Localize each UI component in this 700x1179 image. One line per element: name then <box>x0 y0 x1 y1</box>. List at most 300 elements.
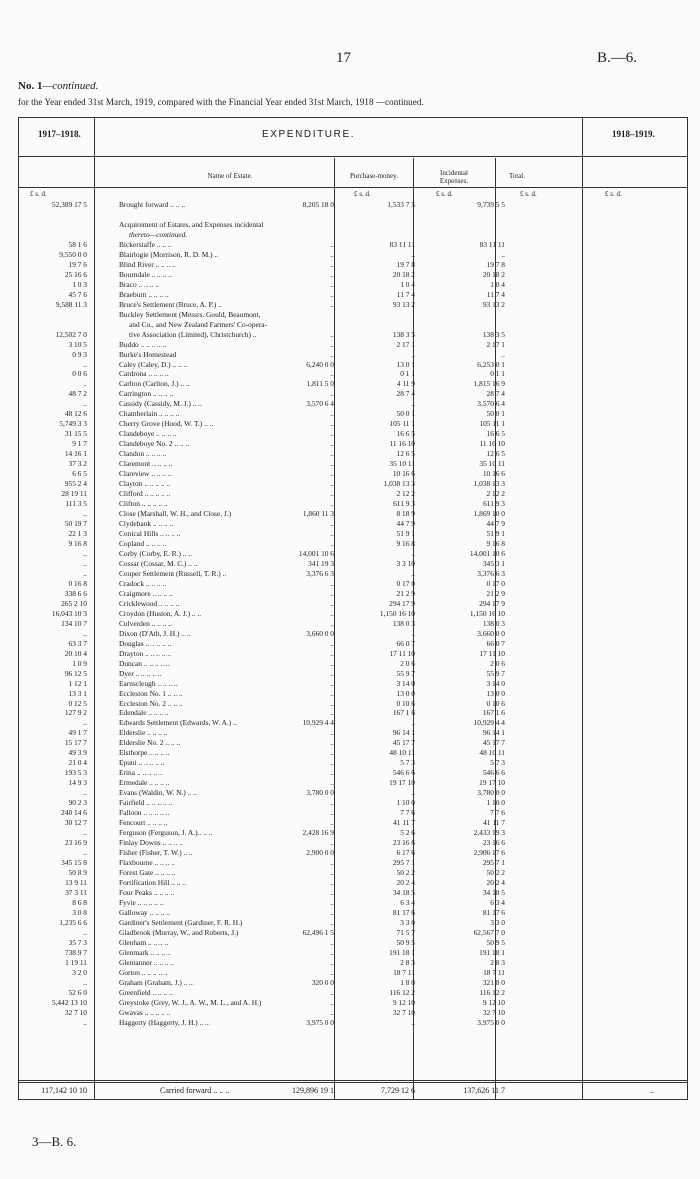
table-row <box>0 270 700 280</box>
table-row <box>0 619 700 629</box>
total-amount: 20 18 2 <box>482 269 505 279</box>
incidental-expenses-amount: 5 2 6 <box>400 828 415 838</box>
table-row <box>0 878 700 888</box>
table-row <box>0 409 700 419</box>
incidental-expenses-amount: 50 0 1 <box>396 409 415 419</box>
purchase-money-amount: .. <box>330 808 334 818</box>
purchase-money-amount: .. <box>330 598 334 608</box>
purchase-money-amount: .. <box>330 638 334 648</box>
table-row <box>0 998 700 1008</box>
previous-year-amount: 14 16 1 <box>64 449 87 459</box>
table-row <box>0 589 700 599</box>
table-row <box>0 1018 700 1028</box>
estate-name: Cradock .. .. .. .. <box>119 578 167 588</box>
purchase-money-amount: .. <box>330 469 334 479</box>
incidental-expenses-amount: .. <box>411 249 415 259</box>
total-amount: 10 16 6 <box>482 469 505 479</box>
incidental-expenses-amount: .. <box>411 568 415 578</box>
estate-name: Fairfield .. .. .. .. .. <box>119 798 173 808</box>
purchase-money-amount: .. <box>330 459 334 469</box>
incidental-expenses-amount: 32 7 10 <box>392 1007 415 1017</box>
table-row <box>0 569 700 579</box>
total-amount: 3,570 6 4 <box>477 399 505 409</box>
purchase-money-amount: .. <box>330 798 334 808</box>
table-row <box>0 369 700 379</box>
incidental-header-line1: Incidental <box>440 169 468 177</box>
purchase-money-amount: .. <box>330 997 334 1007</box>
total-amount: 5 7 3 <box>490 758 505 768</box>
table-row <box>0 260 700 270</box>
total-amount: 23 16 6 <box>482 838 505 848</box>
incidental-expenses-amount: .. <box>411 718 415 728</box>
purchase-money-amount: .. <box>330 259 334 269</box>
incidental-expenses-amount: 1,038 13 3 <box>383 479 415 489</box>
estate-name: Clydebank .. .. .. .. <box>119 519 174 529</box>
table-row <box>0 579 700 589</box>
previous-year-amount: 14 9 3 <box>68 778 87 788</box>
total-amount: 191 18 1 <box>479 947 505 957</box>
total-amount: 2,906 17 6 <box>473 848 505 858</box>
table-row <box>0 449 700 459</box>
estate-name: Four Peaks .. .. .. .. <box>119 887 175 897</box>
table-number <box>18 80 98 92</box>
total-amount: 0 10 6 <box>486 698 505 708</box>
previous-year-amount: .. <box>83 1017 87 1027</box>
previous-year-amount: 9,588 11 3 <box>55 299 87 309</box>
table-row <box>0 479 700 489</box>
table-row <box>0 529 700 539</box>
table-row <box>0 928 700 938</box>
previous-year-amount: 1 19 11 <box>65 957 87 967</box>
previous-year-amount: .. <box>83 828 87 838</box>
purchase-money-amount: .. <box>330 818 334 828</box>
total-amount: 3 3 0 <box>490 917 505 927</box>
previous-year-amount: 48 12 6 <box>64 409 87 419</box>
previous-year-amount: 96 12 5 <box>64 668 87 678</box>
estate-name: Craigmore .. .. .. .. <box>119 588 173 598</box>
estate-name: Clandeboye No. 2 .. .. .. <box>119 439 190 449</box>
previous-year-amount: .. <box>83 927 87 937</box>
incidental-header-line2: Expenses. <box>439 177 469 185</box>
expenditure-header: EXPENDITURE. <box>262 129 356 140</box>
incidental-expenses-amount: 1 8 0 <box>400 977 415 987</box>
previous-year-amount: 45 7 6 <box>68 289 87 299</box>
table-row <box>0 320 700 330</box>
estate-name: Close (Marshall, W. H., and Close, J.) <box>119 509 232 519</box>
table-row <box>0 459 700 469</box>
total-amount: 19 7 8 <box>486 259 505 269</box>
incidental-expenses-amount: 16 6 5 <box>396 429 415 439</box>
table-row <box>0 788 700 798</box>
incidental-expenses-amount: 0 1 1 <box>400 369 415 379</box>
incidental-expenses-amount: 20 18 2 <box>392 269 415 279</box>
purchase-money-amount: .. <box>330 608 334 618</box>
previous-year-amount: 90 2 3 <box>68 798 87 808</box>
total-amount: 2,433 19 3 <box>473 828 505 838</box>
total-amount: 116 12 2 <box>479 987 505 997</box>
signature-mark: 3—B. 6. <box>32 1134 77 1149</box>
previous-year-amount: 8 6 8 <box>72 897 87 907</box>
purchase-money-amount: .. <box>330 419 334 429</box>
incidental-expenses-amount: 50 9 5 <box>396 937 415 947</box>
incidental-expenses-amount: .. <box>411 349 415 359</box>
incidental-expenses-amount: 116 12 2 <box>389 987 415 997</box>
estate-name: Burke's Homestead <box>119 349 177 359</box>
purchase-money-amount: .. <box>330 449 334 459</box>
purchase-money-amount: 3,660 0 0 <box>306 628 334 638</box>
purchase-money-amount: .. <box>330 668 334 678</box>
incidental-expenses-amount: 18 7 11 <box>393 967 415 977</box>
estate-name: tive Association (Limited), Christchurch) .. <box>129 329 257 339</box>
estate-name: Gladbrook (Murray, W., and Roberts, J.) <box>119 927 239 937</box>
total-amount: 7 7 6 <box>490 808 505 818</box>
incidental-expenses-amount: 12 6 5 <box>396 449 415 459</box>
total-amount: 32 7 10 <box>482 1007 505 1017</box>
incidental-expenses-amount: 66 0 7 <box>396 638 415 648</box>
year-header-right: 1918–1919. <box>612 129 655 139</box>
previous-year-amount: 49 3 9 <box>68 748 87 758</box>
previous-year-amount: 5,442 13 10 <box>51 997 87 1007</box>
previous-year-amount: 0 0 6 <box>72 369 87 379</box>
purchase-money-amount: .. <box>330 439 334 449</box>
purchase-money-amount: .. <box>330 967 334 977</box>
estate-name: Evans (Waldin, W. N.) .. .. <box>119 788 197 798</box>
incidental-expenses-amount: 2 12 2 <box>396 489 415 499</box>
estate-name: Flaxbourne .. .. .. .. <box>119 858 175 868</box>
previous-year-amount: 25 16 6 <box>64 269 87 279</box>
previous-year-amount: 738 9 7 <box>64 947 87 957</box>
name-of-estate-header: Name of Estate. <box>207 172 253 180</box>
incidental-expenses-amount: 0 10 6 <box>396 698 415 708</box>
purchase-money-amount: .. <box>330 389 334 399</box>
table-row <box>0 988 700 998</box>
estate-name: Edwards Settlement (Edwards, W. A.) .. <box>119 718 237 728</box>
estate-name: Fencourt .. .. .. .. <box>119 818 168 828</box>
table-row <box>0 399 700 409</box>
total-header: Total. <box>508 172 526 180</box>
estate-name: Duncan .. .. .. .. .. <box>119 658 170 668</box>
incidental-expenses-amount: 6 17 6 <box>396 848 415 858</box>
table-row <box>0 669 700 679</box>
purchase-money-amount: .. <box>330 688 334 698</box>
previous-year-amount: 20 10 4 <box>64 648 87 658</box>
previous-year-amount: 345 15 8 <box>61 858 87 868</box>
table-row <box>0 948 700 958</box>
total-amount: 3 14 0 <box>486 678 505 688</box>
incidental-expenses-amount: 105 11 1 <box>389 419 415 429</box>
total-amount: 167 1 6 <box>482 708 505 718</box>
estate-name: Finlay Downs .. .. .. .. <box>119 838 183 848</box>
estate-name: Eccleston No. 2 .. .. .. <box>119 698 183 708</box>
estate-name: Brought forward .. .. .. <box>119 200 186 209</box>
previous-year-amount: 5,749 3 3 <box>59 419 87 429</box>
table-row <box>0 200 700 210</box>
incidental-expenses-amount: 138 3 5 <box>392 329 415 339</box>
estate-name: Drayton .. .. .. .. .. <box>119 648 171 658</box>
estate-name: Clifford .. .. .. .. .. <box>119 489 171 499</box>
purchase-money-amount: 2,428 16 9 <box>302 828 334 838</box>
purchase-money-amount: 3,376 6 3 <box>306 568 334 578</box>
incidental-expenses-amount: 138 0 3 <box>392 618 415 628</box>
previous-year-amount: 31 15 5 <box>64 429 87 439</box>
estate-name: Clareview .. .. .. .. <box>119 469 172 479</box>
previous-year-amount: 37 3 2 <box>68 459 87 469</box>
estate-name: Acquirement of Estates, and Expenses incidental <box>119 219 264 229</box>
purchase-money-amount: .. <box>330 648 334 658</box>
incidental-expenses-amount: 48 10 11 <box>389 748 415 758</box>
incidental-expenses-amount: 9 12 10 <box>392 997 415 1007</box>
total-amount: 3,975 0 0 <box>477 1017 505 1027</box>
table-subtitle: for the Year ended 31st March, 1919, compared with the Financial Year ended 31st March, 1918 —continued. <box>18 97 424 107</box>
purchase-money-amount: .. <box>330 897 334 907</box>
estate-name: Elderslie .. .. .. .. <box>119 728 168 738</box>
purchase-money-amount: .. <box>330 758 334 768</box>
previous-year-amount: .. <box>83 359 87 369</box>
lsd-header-incidental: £ s. d. <box>436 190 453 198</box>
previous-year-amount: .. <box>83 628 87 638</box>
estate-name: Fyvie .. .. .. .. .. <box>119 897 164 907</box>
incidental-expenses-amount: 2 8 3 <box>400 957 415 967</box>
table-row <box>0 559 700 569</box>
total-amount: 6,253 0 1 <box>477 359 505 369</box>
incidental-expenses-amount: 2 17 1 <box>396 339 415 349</box>
estate-name: Glenham .. .. .. .. <box>119 937 169 947</box>
purchase-money-amount: .. <box>330 987 334 997</box>
estate-name: thereto—continued. <box>129 229 188 239</box>
previous-year-amount: 23 16 9 <box>64 838 87 848</box>
incidental-expenses-amount: 50 2 2 <box>396 867 415 877</box>
table-row <box>0 389 700 399</box>
total-amount: 2 0 6 <box>490 658 505 668</box>
previous-year-amount: 58 1 6 <box>68 239 87 249</box>
table-row <box>0 888 700 898</box>
previous-year-amount: 52 6 0 <box>68 987 87 997</box>
table-row <box>0 898 700 908</box>
table-row <box>0 868 700 878</box>
total-amount: 66 0 7 <box>486 638 505 648</box>
estate-name: Ferguson (Ferguson, J. A.).. .. .. <box>119 828 213 838</box>
table-row <box>0 499 700 509</box>
previous-year-amount: .. <box>83 509 87 519</box>
purchase-money-amount: .. <box>330 678 334 688</box>
incidental-expenses-amount: 19 17 10 <box>389 778 415 788</box>
previous-year-amount: 3 2 0 <box>72 967 87 977</box>
previous-year-amount: 9 1 7 <box>72 439 87 449</box>
estate-name: Clandeboye .. .. .. .. <box>119 429 177 439</box>
purchase-money-amount: .. <box>330 768 334 778</box>
previous-year-amount: 9,550 0 0 <box>59 249 87 259</box>
previous-year-amount: .. <box>83 788 87 798</box>
table-row <box>0 758 700 768</box>
incidental-expenses-amount: 17 11 10 <box>389 648 415 658</box>
table-row <box>0 838 700 848</box>
incidental-expenses-amount: 35 10 11 <box>389 459 415 469</box>
purchase-money-amount: .. <box>330 867 334 877</box>
header-rule <box>18 156 688 157</box>
footer-prev-total: 117,142 10 10 <box>41 1086 87 1095</box>
previous-year-amount: 0 12 5 <box>68 698 87 708</box>
table-row <box>0 330 700 340</box>
estate-name: Caley (Caley, D.) .. .. .. <box>119 359 188 369</box>
purchase-money-amount: .. <box>330 708 334 718</box>
total-amount: 138 3 5 <box>482 329 505 339</box>
purchase-money-amount: .. <box>330 239 334 249</box>
previous-year-amount: 52,389 17 5 <box>51 200 87 209</box>
table-row <box>0 639 700 649</box>
purchase-money-amount: .. <box>330 658 334 668</box>
incidental-expenses-amount: 295 7 1 <box>392 858 415 868</box>
estate-name: Graham (Graham, J.) .. .. <box>119 977 193 987</box>
table-row <box>0 918 700 928</box>
incidental-expenses-amount: 611 9 3 <box>393 499 415 509</box>
estate-name: Clayton .. .. .. .. .. <box>119 479 171 489</box>
table-row <box>0 798 700 808</box>
previous-year-amount: .. <box>83 718 87 728</box>
purchase-money-amount: .. <box>330 917 334 927</box>
incidental-expenses-amount: 2 0 6 <box>400 658 415 668</box>
incidental-expenses-amount: 96 14 1 <box>392 728 415 738</box>
purchase-money-amount: 3,975 0 0 <box>306 1017 334 1027</box>
previous-year-amount: 6 6 5 <box>72 469 87 479</box>
purchase-money-amount: .. <box>330 728 334 738</box>
previous-year-amount: 22 1 3 <box>68 529 87 538</box>
estate-name: Cossar (Cossar, M. C.) .. .. <box>119 558 198 568</box>
estate-name: Blairlogie (Morrison, R. D. M.) .. <box>119 249 219 259</box>
table-row <box>0 679 700 689</box>
incidental-expenses-amount: 21 2 9 <box>396 588 415 598</box>
purchase-money-amount: .. <box>330 937 334 947</box>
incidental-expenses-amount: 546 6 6 <box>392 768 415 778</box>
estate-name: Gorton .. .. .. .. .. <box>119 967 168 977</box>
footer-label: Carried forward .. .. .. <box>160 1086 230 1095</box>
purchase-money-amount: .. <box>330 349 334 359</box>
previous-year-amount: .. <box>83 848 87 858</box>
incidental-expenses-amount: 294 17 9 <box>389 598 415 608</box>
table-row <box>0 220 700 230</box>
total-amount: 138 0 3 <box>482 618 505 628</box>
incidental-expenses-amount: .. <box>411 548 415 558</box>
table-row <box>0 938 700 948</box>
estate-name: Copland .. .. .. .. <box>119 538 167 548</box>
estate-name: Cassidy (Cassidy, M. J.) .. .. <box>119 399 202 409</box>
total-amount: 19 17 10 <box>479 778 505 788</box>
year-header-left: 1917–1918. <box>38 129 81 139</box>
total-amount: 13 0 0 <box>486 688 505 698</box>
purchase-money-amount: .. <box>330 907 334 917</box>
previous-year-amount: .. <box>83 568 87 578</box>
incidental-expenses-amount: 20 2 4 <box>396 877 415 887</box>
table-row <box>0 310 700 320</box>
previous-year-amount: 32 7 10 <box>64 1007 87 1017</box>
estate-name: Eccleston No. 1 .. .. .. <box>119 688 183 698</box>
previous-year-amount: 13 3 1 <box>68 688 87 698</box>
incidental-expenses-amount: 3 3 0 <box>400 917 415 927</box>
incidental-expenses-amount: 44 7 9 <box>396 519 415 529</box>
table-row <box>0 509 700 519</box>
total-amount: 81 17 6 <box>482 907 505 917</box>
total-amount: 0 1 1 <box>490 369 505 379</box>
previous-year-amount: 35 7 3 <box>68 937 87 947</box>
incidental-expenses-amount: 167 1 6 <box>392 708 415 718</box>
total-amount: 11 16 10 <box>479 439 505 449</box>
previous-year-amount: 338 6 6 <box>64 588 87 598</box>
total-amount: 546 6 6 <box>482 768 505 778</box>
estate-name: Dixon (D'Ath, J. H.) .. .. <box>119 628 191 638</box>
previous-year-amount: 12,502 7 0 <box>55 329 87 339</box>
estate-name: Greystoke (Grey, W. J., A. W., M. L., and A. H.) <box>119 997 262 1007</box>
total-amount: 1,815 16 9 <box>473 379 505 389</box>
estate-name: Buckley Settlement (Messrs. Gould, Beaumont, <box>119 309 261 319</box>
table-row <box>0 699 700 709</box>
table-row <box>0 858 700 868</box>
table-row <box>0 290 700 300</box>
purchase-money-amount: .. <box>330 369 334 379</box>
incidental-expenses-amount: 8 18 9 <box>396 509 415 519</box>
total-amount: 41 11 7 <box>483 818 505 828</box>
purchase-money-amount: .. <box>330 618 334 628</box>
purchase-money-amount: 1,811 5 0 <box>306 379 334 389</box>
estate-name: Ermedale .. .. .. .. <box>119 778 170 788</box>
estate-name: Gardiner's Settlement (Gardiner, F. R. H.) <box>119 917 243 927</box>
table-number-label: No. 1 <box>18 80 43 92</box>
previous-year-amount: 3 0 8 <box>72 907 87 917</box>
table-row <box>0 978 700 988</box>
total-amount: 12 6 5 <box>486 449 505 459</box>
table-row <box>0 708 700 718</box>
estate-name: Clandon .. .. .. .. <box>119 449 167 459</box>
previous-year-amount: 134 10 7 <box>61 618 87 628</box>
incidental-expenses-amount: .. <box>411 1017 415 1027</box>
incidental-expenses-amount: 3 3 10 <box>396 558 415 568</box>
purchase-money-amount: .. <box>330 538 334 548</box>
table-row <box>0 629 700 639</box>
table-row <box>0 419 700 429</box>
total-amount: 50 0 1 <box>486 409 505 419</box>
table-row <box>0 778 700 788</box>
total-amount: 2 12 2 <box>486 489 505 499</box>
previous-year-amount: .. <box>83 399 87 409</box>
estate-name: Earnscleugh .. .. .. .. <box>119 678 178 688</box>
incidental-expenses-amount: 1,533 7 5 <box>387 200 415 209</box>
previous-year-amount: 1 12 1 <box>68 678 87 688</box>
table-row <box>0 848 700 858</box>
table-row <box>0 718 700 728</box>
purchase-money-amount: .. <box>330 409 334 419</box>
total-amount: 18 7 11 <box>483 967 505 977</box>
page-number: 17 <box>336 50 351 66</box>
incidental-expenses-amount: 19 7 8 <box>396 259 415 269</box>
previous-year-amount: 49 1 7 <box>68 728 87 738</box>
purchase-money-amount: .. <box>330 329 334 339</box>
estate-name: Culverden .. .. .. .. <box>119 618 172 628</box>
total-amount: 20 2 4 <box>486 877 505 887</box>
purchase-money-amount: 6,240 0 0 <box>306 359 334 369</box>
estate-name: Braco .. .. .. .. <box>119 279 159 289</box>
table-row <box>0 489 700 499</box>
table-row <box>0 748 700 758</box>
total-amount: 11 7 4 <box>486 289 505 299</box>
table-row <box>0 738 700 748</box>
incidental-expenses-amount: 83 11 11 <box>389 239 415 249</box>
purchase-money-amount: 341 19 3 <box>308 558 334 568</box>
purchase-money-amount: .. <box>330 588 334 598</box>
estate-name: Greenfield .. .. .. .. <box>119 987 173 997</box>
purchase-money-amount: .. <box>330 887 334 897</box>
previous-year-amount: 111 3 5 <box>65 499 87 509</box>
footer-incidental-total: 7,729 12 6 <box>381 1086 415 1095</box>
estate-name: Edendale .. .. .. .. <box>119 708 169 718</box>
previous-year-amount: 0 16 8 <box>68 578 87 588</box>
